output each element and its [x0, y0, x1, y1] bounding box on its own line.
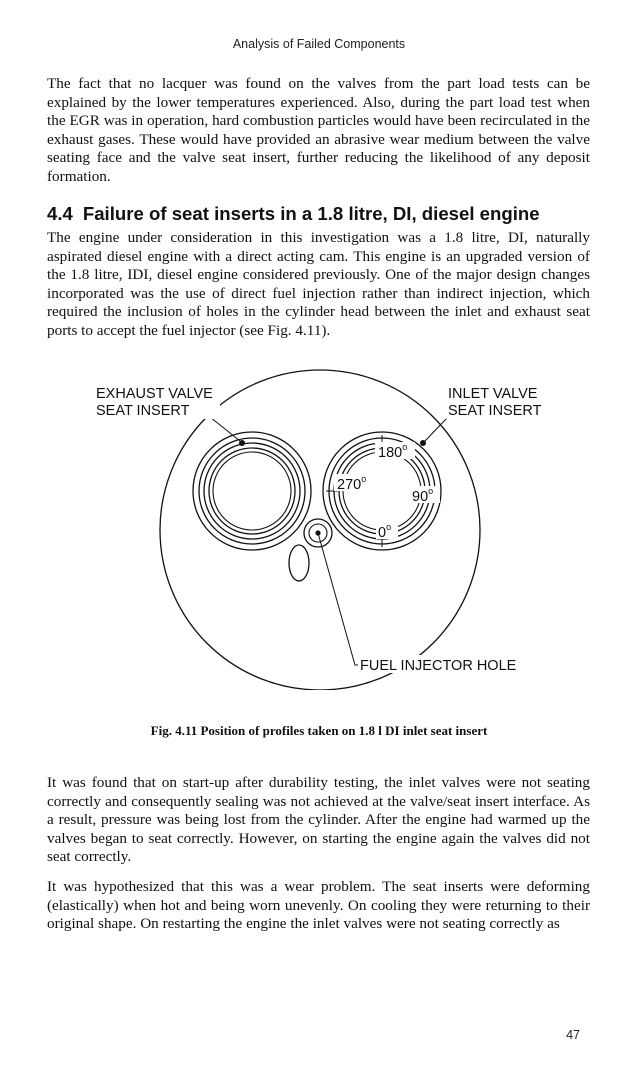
figure-seat-inserts	[90, 365, 550, 690]
angle-label-90	[410, 486, 440, 505]
running-head: Analysis of Failed Components	[232, 37, 406, 51]
exhaust-valve-seat-insert	[193, 432, 311, 550]
svg-text:EXHAUST VALVE: EXHAUST VALVE	[96, 386, 213, 402]
page-number: 47	[566, 1028, 580, 1042]
cylinder-head-diagram	[90, 365, 550, 690]
svg-text:0o: 0$^o$	[378, 522, 392, 541]
oval-port	[289, 545, 309, 581]
paragraph-lacquer: The fact that no lacquer was found on the valves from the part load tests can be explained by the lower temperatures experienced. Also, during the part load test when the EGR was in operation, hard combustion particles would have been recirculated in the exhaust gases. These would have provided an abrasive wear medium between the valve seating face and the valve seat insert, further reducing the likelihood of any deposit formation.	[47, 75, 590, 185]
svg-text:SEAT INSERT: SEAT INSERT	[96, 403, 190, 419]
label-exhaust-valve-seat-insert	[94, 383, 220, 419]
angle-label-0	[376, 522, 398, 541]
svg-text:INLET VALVE: INLET VALVE	[448, 386, 538, 402]
svg-text:90o: 90$^o$	[412, 486, 434, 505]
paragraph-engine: The engine under consideration in this investigation was a 1.8 litre, DI, naturally aspirated diesel engine with a direct acting cam. This engine is an upgraded version of the 1.8 litre, IDI, diesel engine considered previously. One of the major design changes incorporated was the use of direct fuel injection rather than indirect injection, which required the inclusion of holes in the cylinder head between the inlet and exhaust seat ports to accept the fuel injector (see Fig. 4.11).	[47, 229, 590, 339]
section-title: Failure of seat inserts in a 1.8 litre, DI, diesel engine	[82, 203, 540, 224]
figure-caption: Fig. 4.11 Position of profiles taken on 1.8 l DI inlet seat insert	[150, 723, 488, 738]
label-fuel-injector-hole	[358, 655, 523, 674]
angle-label-270	[334, 474, 372, 493]
paragraph-hypothesis: It was hypothesized that this was a wear problem. The seat inserts were deforming (elastically) when hot and being worn unevenly. On cooling they were returning to their original shape. On restarting the engine the inlet valves were not seating correctly as	[47, 878, 590, 933]
svg-text:270o: 270$^o$	[337, 474, 367, 493]
svg-text:180o: 180$^o$	[378, 442, 408, 461]
exhaust-leader-dot	[239, 440, 245, 446]
svg-text:SEAT INSERT: SEAT INSERT	[448, 403, 542, 419]
injector-leader-line	[318, 533, 360, 665]
injector-leader-dot	[315, 530, 320, 535]
inlet-leader-dot	[420, 440, 426, 446]
label-inlet-valve-seat-insert	[446, 383, 548, 419]
section-heading	[47, 203, 590, 225]
paragraph-startup: It was found that on start-up after durability testing, the inlet valves were not seating correctly and consequently sealing was not achieved at the valve/seat insert interface. As a result, pressure was being lost from the cylinder. After the engine had warmed up the valves began to seat correctly. However, on starting the engine again the valves did not seat correctly.	[47, 774, 590, 866]
angle-label-180	[375, 442, 415, 461]
section-number: 4.4	[47, 203, 73, 224]
exhaust-leader-line	[210, 417, 240, 441]
svg-text:FUEL INJECTOR HOLE: FUEL INJECTOR HOLE	[360, 658, 517, 674]
